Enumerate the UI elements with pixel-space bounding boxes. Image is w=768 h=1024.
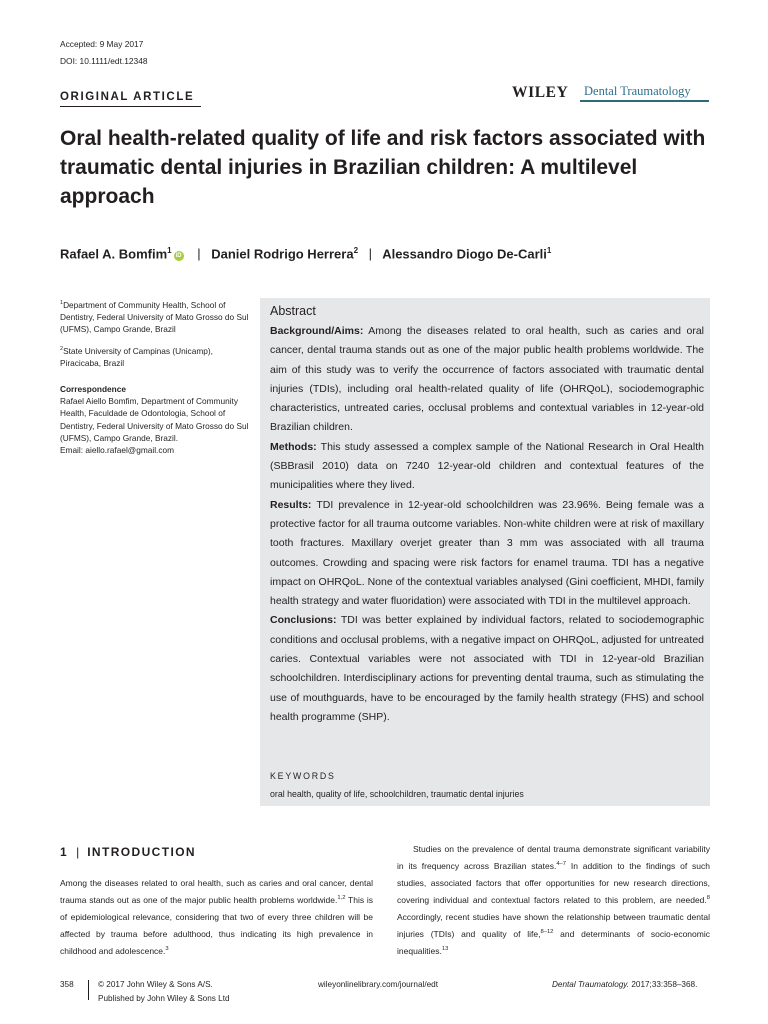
affiliation-text: State University of Campinas (Unicamp), Piracicaba, Brazil [60, 345, 213, 368]
section-number: 1 [60, 845, 69, 859]
author-separator: | [368, 246, 373, 262]
accepted-date: Accepted: 9 May 2017 [60, 39, 144, 49]
abstract-body [270, 322, 704, 727]
author-separator: | [197, 246, 201, 262]
citation [552, 980, 697, 989]
correspondence-text: Rafael Aiello Bomfim, Department of Community Health, Faculdade de Odontologia, School of Dentistry, Federal University of Mato Grosso do Sul (UFMS), Campo Grande, Brazil. [60, 396, 249, 443]
abstract-results [270, 496, 704, 612]
affiliation [60, 343, 250, 369]
citation-details: 2017;33:358–368. [629, 980, 698, 989]
methods-text: This study assessed a complex sample of the National Research in Oral Health (SBBrasil 2010) data on 7240 12-year-old children and contextual features of the municipalities where they lived. [270, 440, 704, 492]
section-title [60, 845, 196, 859]
page-number: 358 [60, 980, 74, 989]
paragraph-text: and determinants of socio-economic inequalities. [397, 929, 710, 956]
citation-ref[interactable]: 13 [441, 946, 449, 953]
citation-ref[interactable]: 8 [706, 895, 710, 902]
correspondence-email[interactable]: Email: aiello.rafael@gmail.com [60, 445, 175, 456]
journal-logo [580, 83, 709, 102]
affiliation-text: Department of Community Health, School of Dentistry, Federal University of Mato Grosso do Sul (UFMS), Campo Grande, Brazil [60, 299, 249, 335]
abstract-heading: Abstract [270, 304, 316, 318]
article-type: ORIGINAL ARTICLE [60, 91, 195, 103]
paragraph-text: This is of epidemiological relevance, considering that two of every three children will be affected by trauma before adulthood, thus indicating its high prevalence in childhood and adolescence. [60, 895, 373, 956]
conclusions-label: Conclusions: [270, 614, 337, 627]
abstract-methods [270, 438, 704, 496]
intro-right-paragraph [397, 841, 710, 960]
abstract-background [270, 322, 704, 438]
section-name: INTRODUCTION [87, 845, 196, 859]
author-name[interactable]: Alessandro Diogo De-Carli [382, 246, 547, 262]
footer-divider [88, 980, 89, 1000]
correspondence-title: Correspondence [60, 384, 126, 394]
section-separator: | [76, 845, 80, 859]
article-title: Oral health-related quality of life and risk factors associated with traumatic dental injuries in Brazilian children: A multilevel approach [60, 127, 706, 208]
paragraph-text: Among the diseases related to oral health, such as caries and oral cancer, dental trauma stands out as one of the major public health problems worldwide. [60, 878, 373, 905]
journal-name: Dental Traumatology [584, 84, 691, 98]
citation-ref[interactable]: 8–12 [540, 929, 554, 936]
background-label: Background/Aims: [270, 325, 364, 337]
author-name[interactable]: Rafael A. Bomfim [60, 246, 168, 262]
affiliation [60, 297, 250, 335]
author-list [60, 246, 720, 261]
author-affiliation-mark: 1 [546, 246, 552, 255]
copyright: © 2017 John Wiley & Sons A/S. [98, 980, 213, 989]
paragraph-text: Accordingly, recent studies have shown the relationship between traumatic dental injuries (TDIs) and quality of life, [397, 912, 710, 939]
citation-ref[interactable]: 3 [165, 946, 169, 953]
journal-url[interactable]: wileyonlinelibrary.com/journal/edt [318, 980, 438, 989]
results-label: Results: [270, 498, 312, 511]
published-by: Published by John Wiley & Sons Ltd [98, 994, 230, 1003]
doi[interactable]: DOI: 10.1111/edt.12348 [60, 56, 148, 66]
intro-left-paragraph [60, 875, 373, 960]
orcid-icon[interactable]: iD [175, 253, 182, 260]
keywords-list: oral health, quality of life, schoolchildren, traumatic dental injuries [270, 789, 524, 799]
abstract-conclusions [270, 611, 704, 727]
citation-journal: Dental Traumatology. [552, 980, 630, 989]
conclusions-text: TDI was better explained by individual factors, related to sociodemographic conditions and occlusal problems, with a negative impact on OHRQoL, adjusted for untreated caries. Contextual variables were not associated with TDI in 12-year-old Brazilian schoolchildren. Interdisciplinary actions for preventing dental trauma, such as stimulating the use of mouthguards, have to be encouraged by the family health strategy (FHS) and school health programme (SHP). [270, 614, 704, 723]
citation-ref[interactable]: 1,2 [337, 895, 346, 902]
paragraph-text: Studies on the prevalence of dental trauma demonstrate significant variability in its frequency across Brazilian states. [397, 844, 710, 871]
citation-ref[interactable]: 4–7 [556, 861, 566, 868]
background-text: Among the diseases related to oral health, such as caries and oral cancer, dental trauma stands out as one of the major public health problems worldwide. The aim of this study was to verify the occurrence of factors associated with traumatic dental injuries (TDIs), including oral health-related quality of life (OHRQoL), sociodemographic characteristics, untreated caries, occlusal problems and contextual variables in 12-year-old Brazilian children. [270, 325, 704, 434]
keywords-title: KEYWORDS [270, 771, 336, 781]
article-type-underline [60, 106, 201, 107]
author-affiliation-mark: 2 [353, 246, 359, 255]
author-affiliation-mark: 1 [167, 246, 172, 255]
correspondence [60, 383, 250, 456]
results-text: TDI prevalence in 12-year-old schoolchildren was 23.96%. Being female was a protective factor for all trauma outcome variables. Non-white children were at risk of maxillary tooth fractures. Maxillary overjet greater than 3 mm was associated with all trauma outcomes. Crowding and spacing were risk factors for enamel trauma. TDI has a negative impact on OHRQoL. None of the contextual variables analysed (Gini coefficient, MHDI, family health strategy and water fluoridation) were associated with TDI in the multilevel approach. [270, 498, 704, 608]
affiliation-mark: 2 [60, 346, 64, 352]
methods-label: Methods: [270, 440, 317, 453]
author-name[interactable]: Daniel Rodrigo Herrera [211, 246, 354, 262]
publisher-logo: WILEY [512, 84, 569, 101]
paragraph-text: In addition to the findings of such studies, associated factors that offer opportunities for new research directions, covering individual and contextual factors related to this problem, are needed. [397, 861, 710, 905]
affiliation-mark: 1 [60, 300, 64, 306]
